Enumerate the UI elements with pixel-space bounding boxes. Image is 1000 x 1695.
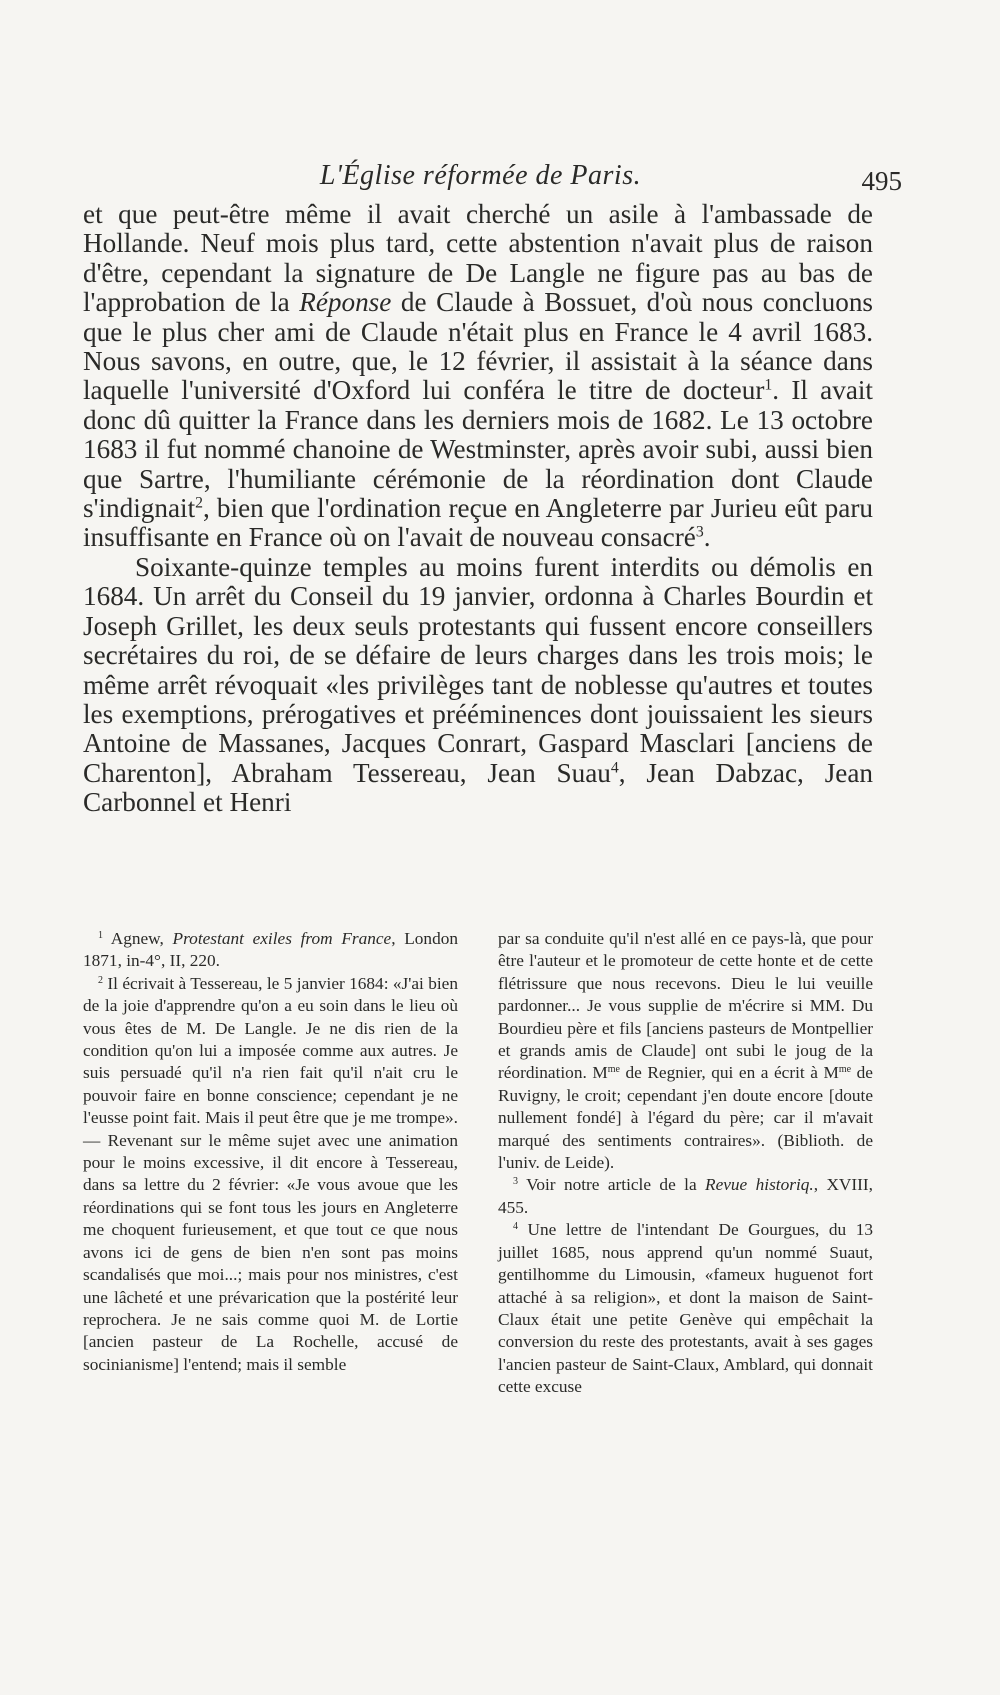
footnote-number: 1 xyxy=(98,929,104,941)
italic-title: Revue historiq. xyxy=(705,1175,814,1195)
text-run: et que peut-être même il avait cherché un asile à l'ambassade de Hollande. Neuf mois plus tard, cette abstention n'avait plus de raison d'être, cependant la signature de De Langle ne figure pas au bas de l'approbation de la xyxy=(83,199,873,318)
italic-title: Protestant exiles from France xyxy=(172,929,392,948)
text-run: de Regnier, qui en a écrit à M xyxy=(619,1063,839,1083)
main-text xyxy=(83,200,873,818)
footnote-ref-4: 4 xyxy=(610,759,619,777)
text-run: . Il avait donc dû quitter la France dans les derniers mois de 1682. Le 13 octobre 1683 il fut nommé chanoine de Westminster, après avoir subi, aussi bien que Sartre, l'humiliante cérémonie de la réordination dont Claude s'indignait xyxy=(83,375,873,524)
text-run: par sa conduite qu'il n'est allé en ce pays-là, que pour être l'auteur et le promoteur de cette honte et de cette flétrissure que nous recevons. Dieu le lui veuille pardonner... Je vous supplie de m'écrire si MM. Du Bourdieu père et fils [anciens pasteurs de Montpellier et grands amis de Claude] ont subi le joug de la réordination. M xyxy=(498,929,873,1083)
footnote-column-left xyxy=(83,928,458,1399)
running-title: L'Église réformée de Paris. xyxy=(319,160,642,191)
italic-title: Réponse xyxy=(299,287,392,318)
superscript: me xyxy=(838,1064,852,1076)
footnote-column-right xyxy=(498,928,873,1399)
page-number: 495 xyxy=(861,166,902,196)
text-run: , bien que l'ordination reçue en Angleterre par Jurieu eût paru insuffisante en France où on l'avait de nouveau consacré xyxy=(83,493,873,553)
text-run: de Claude à Bossuet, d'où nous concluons que le plus cher ami de Claude n'était plus en France le 4 avril 1683. Nous savons, en outre, que, le 12 février, il assistait à la séance dans laquelle l'université d'Oxford lui conféra le titre de docteur xyxy=(83,287,874,406)
text-run: Soixante-quinze temples au moins furent interdits ou démolis en 1684. Un arrêt du Conseil du 19 janvier, ordonna à Charles Bourdin et Joseph Grillet, les deux seuls protestants qui fussent encore conseillers secrétaires du roi, de se défaire de leurs charges dans les trois mois; le même arrêt révoquait «les privilèges tant de noblesse qu'autres et toutes les exemptions, prérogatives et prééminences dont jouissaient les sieurs Antoine de Massanes, Jacques Conrart, Gaspard Masclari [anciens de Charenton], Abraham Tessereau, Jean Suau xyxy=(83,551,873,788)
footnote-ref-2: 2 xyxy=(195,494,204,512)
footnote-4 xyxy=(498,1219,873,1398)
text-run: , Jean Dabzac, Jean Carbonnel et Henri xyxy=(83,757,873,818)
footnote-3 xyxy=(498,1174,873,1219)
superscript: me xyxy=(607,1064,620,1076)
text-run: Voir notre article de la xyxy=(518,1175,706,1195)
footnote-2-continued xyxy=(498,928,873,1174)
footnote-1 xyxy=(83,928,458,973)
text-run: , London 1871, in-4°, II, 220. xyxy=(83,929,458,971)
text-run: Agnew, xyxy=(103,929,173,948)
text-run: , XVIII, 455. xyxy=(498,1175,873,1217)
footnote-2 xyxy=(83,973,458,1376)
footnote-number: 4 xyxy=(513,1221,519,1233)
footnote-number: 3 xyxy=(513,1176,519,1188)
paragraph-1 xyxy=(83,200,873,553)
text-run: Il écrivait à Tessereau, le 5 janvier 1684: «J'ai bien de la joie d'apprendre qu'on a eu soin dans le lieu où vous êtes de M. De Langle. Je ne dis rien de la condition qu'on lui a imposée comme aux autres. Je suis persuadé qu'il n'a rien fait qu'il n'ait cru le pouvoir faire en bonne conscience; cependant je ne l'eusse point fait. Mais il peut être que je me trompe». — Revenant sur le même sujet avec une animation pour le moins excessive, il dit encore à Tessereau, dans sa lettre du 2 février: «Je vous avoue que les réordinations qui se font tous les jours en Angleterre me choquent furieusement, et que tout ce que nous avons ici de gens de bien n'en sont pas moins scandalisés que moi...; mais pour nos ministres, c'est une lâcheté et une prévarication que la postérité leur reprochera. Je ne sais comme quoi M. de Lortie [ancien pasteur de La Rochelle, accusé de socinianisme] l'entend; mais il semble xyxy=(83,973,458,1374)
footnote-number: 2 xyxy=(98,974,104,986)
text-run: de Ruvigny, le croit; cependant j'en doute encore [doute nullement fondé] à l'égard du père; car il m'avait marqué des sentiments contraires». (Biblioth. de l'univ. de Leide). xyxy=(498,1063,873,1173)
footnote-ref-1: 1 xyxy=(764,376,773,394)
paragraph-2 xyxy=(83,553,873,818)
running-head xyxy=(83,160,902,200)
footnotes xyxy=(83,928,873,1399)
text-run: Une lettre de l'intendant De Gourgues, du 13 juillet 1685, nous apprend qu'un nommé Suaut, gentilhomme du Limousin, «fameux huguenot fort attaché à sa religion», et dont la maison de Saint-Claux était une petite Genève qui empêchait la conversion du reste des protestants, avait à ses gages l'ancien pasteur de Saint-Claux, Amblard, qui donnait cette excuse xyxy=(498,1220,873,1397)
footnote-ref-3: 3 xyxy=(695,524,704,542)
text-run: . xyxy=(703,522,711,553)
